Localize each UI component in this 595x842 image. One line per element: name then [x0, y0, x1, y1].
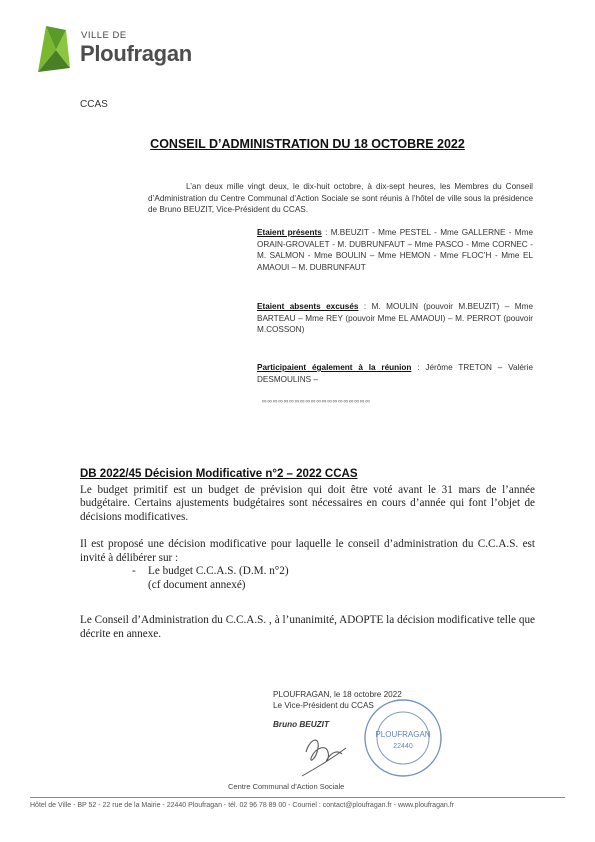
separator-line: ∞∞∞∞∞∞∞∞∞∞∞∞∞∞∞∞∞∞∞∞: [262, 398, 371, 405]
page-title: CONSEIL D’ADMINISTRATION DU 18 OCTOBRE 2022: [150, 137, 465, 151]
centre-communal-label: Centre Communal d’Action Sociale: [228, 782, 345, 791]
stamp-zip: 22440: [393, 743, 413, 750]
deliberation-title: DB 2022/45 Décision Modificative n°2 – 2022 CCAS: [80, 468, 358, 480]
participants-block: [257, 362, 533, 385]
absents-block: [257, 301, 533, 336]
footer-divider: [30, 797, 565, 798]
presents-block: [257, 227, 533, 273]
list-item: [80, 565, 535, 579]
department-label: CCAS: [80, 99, 108, 110]
logo-town-name: Ploufragan: [80, 41, 192, 66]
participants-label: Participaient également à la réunion: [257, 363, 412, 372]
logo-ville-de: VILLE DE: [81, 30, 127, 41]
list-dash: -: [132, 565, 136, 577]
presents-text: : M.BEUZIT - Mme PESTEL - Mme GALLERNE - Mme ORAIN-GROVALET - M. DUBRUNFAUT – Mme PASCO - Mme CORNEC - M. SALMON - Mme BOULIN – Mme HEMON - Mme FLOC’H - Mme EL AMAOUI – M. DUBRUNFAUT: [257, 228, 533, 272]
signature-place-date: PLOUFRAGAN, le 18 octobre 2022: [273, 690, 402, 699]
presents-label: Etaient présents: [257, 228, 322, 237]
list-item-text: Le budget C.C.A.S. (D.M. n°2): [148, 565, 289, 577]
absents-text: : M. MOULIN (pouvoir M.BEUZIT) – Mme BARTEAU – Mme REY (pouvoir Mme EL AMAOUI) – M. PERROT (pouvoir M.COSSON): [257, 302, 533, 334]
deliberation-paragraph-1: Le budget primitif est un budget de prévision qui doit être voté avant le 31 mars de l’année budgétaire. Certains ajustements budgétaires sont nécessaires en cours d’année qui font l’objet de décisions modificatives.: [80, 483, 535, 523]
stamp-town: PLOUFRAGAN: [375, 730, 431, 739]
deliberation-paragraph-3: Le Conseil d’Administration du C.C.A.S. , à l’unanimité, ADOPTE la décision modificative telle que décrite en annexe.: [80, 614, 535, 640]
logo-leaf-icon: [36, 24, 80, 76]
signature-role: Le Vice-Président du CCAS: [273, 701, 374, 710]
list-item-subtext: (cf document annexé): [148, 578, 246, 591]
deliberation-section: [80, 468, 535, 641]
participants-text: : Jérôme TRETON – Valérie DESMOULINS –: [257, 363, 534, 384]
absents-label: Etaient absents excusés: [257, 302, 359, 311]
intro-paragraph: [148, 181, 533, 216]
intro-text: L’an deux mille vingt deux, le dix-huit octobre, à dix-sept heures, les Membres du Conseil d’Administration du Centre Communal d’Action Sociale se sont réunis à l’hôtel de ville sous la présidence de Bruno BEUZIT, Vice-Président du CCAS.: [148, 182, 533, 214]
handwritten-signature-icon: [298, 730, 368, 780]
signature-name: Bruno BEUZIT: [273, 720, 329, 729]
ploufragan-logo: [36, 24, 236, 84]
footer-address: Hôtel de Ville - BP 52 - 22 rue de la Mairie - 22440 Ploufragan - tél. 02 96 78 89 00 - Courriel : contact@ploufragan.fr - www.ploufragan.fr: [30, 802, 454, 809]
deliberation-paragraph-2: Il est proposé une décision modificative pour laquelle le conseil d’administration du C.C.A.S. est invité à délibérer sur :: [80, 538, 535, 564]
official-stamp-icon: [362, 697, 444, 779]
